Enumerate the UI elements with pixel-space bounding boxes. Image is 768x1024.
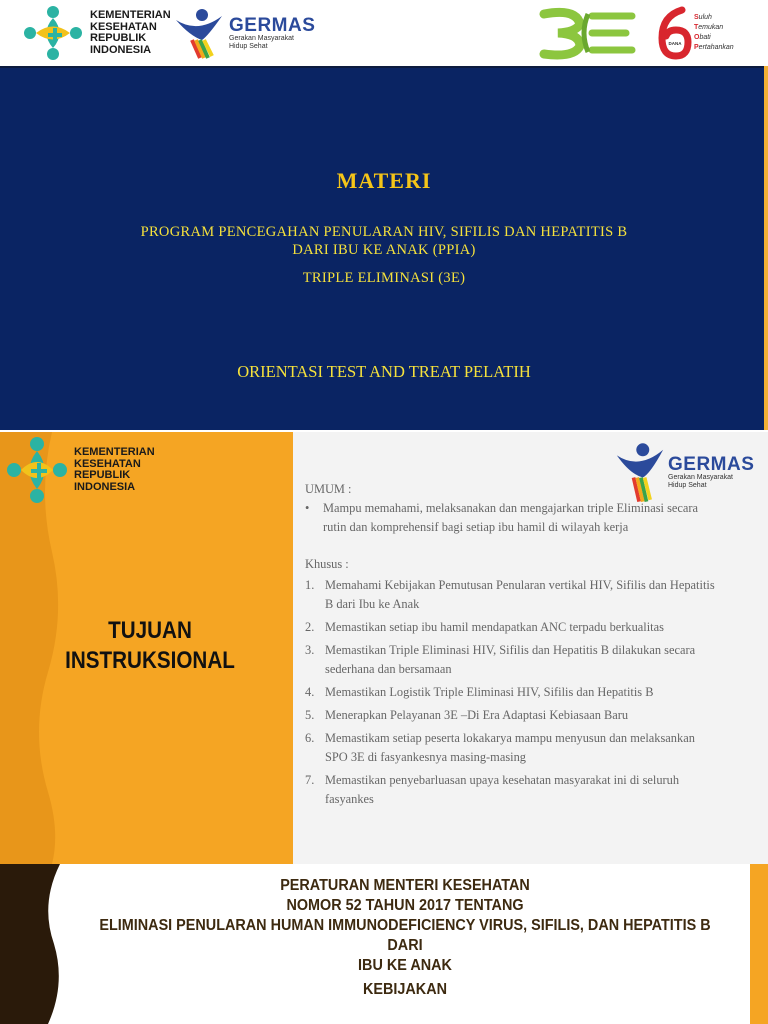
slide-materi [0,0,768,430]
3e-logo-icon [536,6,638,60]
list-item: 7. Memastikan penyebarluasan upaya kesehatan masyarakat ini di seluruh fasyankes [305,773,680,806]
orientation-title: ORIENTASI TEST AND TREAT PELATIH [237,362,531,381]
list-item: 2. Memastikan setiap ibu hamil mendapatkan ANC terpadu berkualitas [305,620,664,634]
list-item: 4. Memastikan Logistik Triple Eliminasi HIV, Sifilis dan Hepatitis B [305,685,654,699]
umum-label: UMUM : [305,482,352,496]
khusus-label: Khusus : [305,557,349,571]
decorative-left-panel [0,864,60,1024]
accent-bar [764,66,768,430]
list-item: 5. Menerapkan Pelayanan 3E –Di Era Adaptasi Kebiasaan Baru [305,708,629,722]
accent-bar [750,864,768,1024]
germas-tagline: Gerakan Masyarakat Hidup Sehat [668,473,733,489]
kemenkes-logo [6,434,155,506]
kemenkes-wordmark: KEMENTERIAN KESEHATAN REPUBLIK INDONESIA [90,9,171,56]
germas-wordmark: GERMAS [229,14,316,36]
kebijakan-heading: KEBIJAKAN [362,981,448,998]
list-item: 1. Memahami Kebijakan Pemutusan Penularan vertikal HIV, Sifilis dan Hepatitis B dari Ibu ke Anak [305,578,715,611]
germas-wordmark: GERMAS [668,453,755,475]
list-item: • Mampu memahami, melaksanakan dan mengajarkan triple Eliminasi secara rutin dan komprehensif bagi setiap ibu hamil di wilayah kerja [305,499,715,537]
kemenkes-emblem-icon [6,434,68,506]
germas-logo [172,6,315,60]
triple-elimination-label: TRIPLE ELIMINASI (3E) [302,270,466,286]
slide-title-panel [0,66,768,430]
slide-title: MATERI [336,168,432,193]
kemenkes-logo [22,4,171,62]
slide-header [0,0,768,66]
svg-text:DANA: DANA [668,41,682,46]
slide-title: TUJUAN INSTRUKSIONAL [65,617,235,674]
objectives-content [305,480,715,813]
slide-tujuan-instruksional [0,432,768,864]
stop-campaign-text: Suluh Temukan Obati Pertahankan [694,14,734,51]
list-item: 6. Memastikam setiap peserta lokakarya mampu menyusun dan melaksankan SPO 3E di fasyankesnya masing-masing [305,731,695,764]
kemenkes-emblem-icon [22,4,84,62]
germas-tagline: Gerakan Masyarakat Hidup Sehat [229,34,294,50]
bullet-icon: • [305,501,310,515]
program-title: PROGRAM PENCEGAHAN PENULARAN HIV, SIFILIS DAN HEPATITIS B DARI IBU KE ANAK (PPIA) [140,224,628,258]
stop-campaign-logo [656,6,734,60]
decorative-wave-shape [0,864,60,1024]
title-panel [0,432,293,864]
stop-six-emblem-icon [656,6,692,60]
regulation-title: PERATURAN MENTERI KESEHATAN NOMOR 52 TAHUN 2017 TENTANG ELIMINASI PENULARAN HUMAN IMMUNODEFICIENCY VIRUS, SIFILIS, DAN HEPATITIS B DARI IBU KE ANAK [99,877,711,974]
germas-figure-icon [172,6,226,60]
kemenkes-wordmark: KEMENTERIAN KESEHATAN REPUBLIK INDONESIA [74,446,155,493]
list-item: 3. Memastikan Triple Eliminasi HIV, Sifilis dan Hepatitis B dilakukan secara sederhana dan bersamaan [305,643,696,676]
slide-peraturan [0,864,768,1024]
triple-elimination-3e-logo [536,6,638,65]
